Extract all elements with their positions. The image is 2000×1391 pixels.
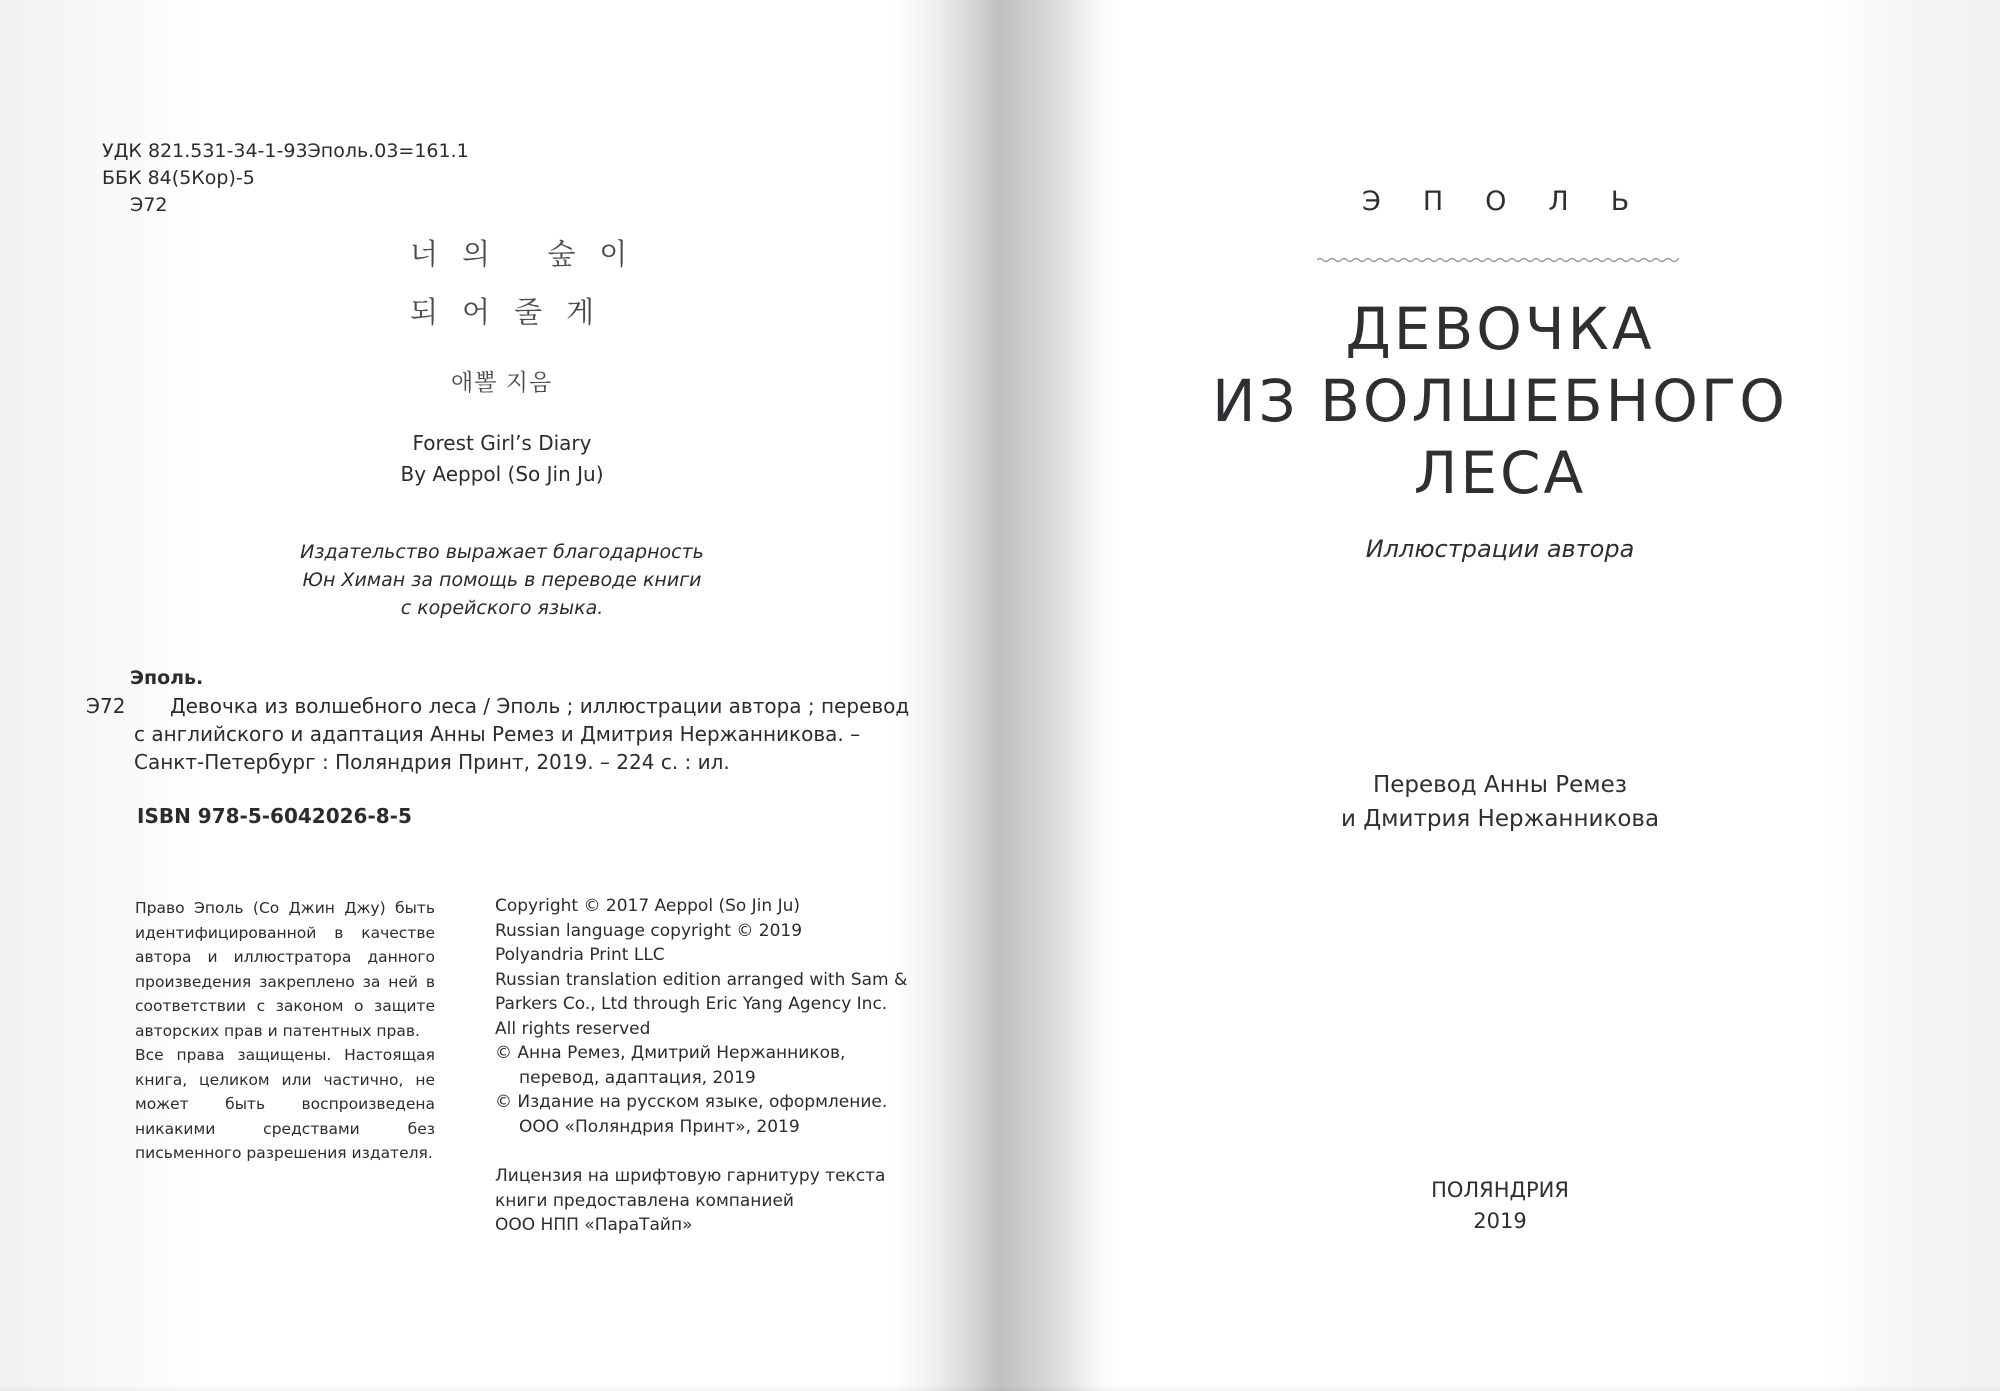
- copyright-line: Russian language copyright © 2019: [495, 920, 803, 941]
- author-name-spaced: ЭПОЛЬ: [1362, 186, 1672, 217]
- license-line: ООО НПП «ПараТайп»: [495, 1215, 693, 1235]
- acknowledgement-line: Юн Химан за помощь в переводе книги: [302, 569, 702, 591]
- author-mark-code: Э72: [130, 194, 168, 216]
- korean-title-line1: 너의 숲이: [410, 237, 652, 271]
- right-page-title: [1000, 0, 2000, 1391]
- rights-paragraph: Право Эполь (Со Джин Джу) быть идентифицированной в качестве автора и иллюстратора данного произведения закреплено за ней в соответствии с законом о защите авторских прав и патентных прав.: [135, 899, 435, 1040]
- book-title-line1: ДЕВОЧКА: [1345, 295, 1655, 363]
- rights-paragraph: Все права защищены. Настоящая книга, целиком или частично, не может быть воспроизведена никакими средствами без письменного разрешения издателя.: [135, 1046, 435, 1162]
- acknowledgement-line: Издательство выражает благодарность: [300, 541, 704, 563]
- english-author: By Aeppol (So Jin Ju): [400, 462, 604, 486]
- book-title-line2: ИЗ ВОЛШЕБНОГО: [1212, 367, 1788, 435]
- acknowledgement-line: с корейского языка.: [400, 597, 604, 619]
- wavy-divider-icon: [1317, 255, 1679, 265]
- copyright-block: [495, 894, 907, 1139]
- publisher-name: ПОЛЯНДРИЯ: [1431, 1178, 1569, 1202]
- bib-author-heading: Эполь.: [130, 667, 204, 689]
- english-title: Forest Girl’s Diary: [412, 431, 592, 455]
- page-bottom-edge: [0, 1386, 2000, 1391]
- copyright-line: All rights reserved: [495, 1018, 651, 1039]
- copyright-line: © Анна Ремез, Дмитрий Нержанников,: [495, 1043, 846, 1063]
- isbn: ISBN 978-5-6042026-8-5: [137, 804, 412, 828]
- license-line: Лицензия на шрифтовую гарнитуру текста: [495, 1166, 886, 1186]
- copyright-line: Russian translation edition arranged with Sam &: [495, 969, 908, 990]
- publication-year: 2019: [1473, 1209, 1527, 1233]
- translators-line1: Перевод Анны Ремез: [1372, 772, 1628, 798]
- translators-line2: и Дмитрия Нержанникова: [1340, 806, 1660, 832]
- rights-notice: [135, 896, 435, 1166]
- book-title-line3: ЛЕСА: [1413, 439, 1587, 507]
- copyright-line: © Издание на русском языке, оформление.: [495, 1092, 888, 1112]
- copyright-line: Parkers Co., Ltd through Eric Yang Agency Inc.: [495, 994, 888, 1014]
- copyright-line: Copyright © 2017 Aeppol (So Jin Ju): [495, 896, 801, 916]
- bib-line: Санкт-Петербург : Поляндрия Принт, 2019. – 224 с. : ил.: [134, 750, 730, 774]
- bib-code: Э72: [86, 694, 126, 718]
- license-line: книги предоставлена компанией: [495, 1190, 794, 1211]
- copyright-line: ООО «Поляндрия Принт», 2019: [519, 1116, 800, 1137]
- copyright-line: Polyandria Print LLC: [495, 945, 665, 965]
- bib-line: Девочка из волшебного леса / Эполь ; иллюстрации автора ; перевод: [170, 694, 910, 718]
- bib-line: с английского и адаптация Анны Ремез и Дмитрия Нержанникова. –: [134, 722, 861, 746]
- copyright-line: перевод, адаптация, 2019: [519, 1067, 756, 1088]
- korean-title-line2: 되어줄게: [410, 295, 619, 329]
- bbk-code: ББК 84(5Кор)-5: [102, 167, 255, 189]
- udk-code: УДК 821.531-34-1-93Эполь.03=161.1: [102, 140, 469, 162]
- font-license-block: [495, 1164, 885, 1238]
- illustrations-subtitle: Иллюстрации автора: [1365, 535, 1635, 563]
- korean-author: 애뽈 지음: [451, 370, 553, 396]
